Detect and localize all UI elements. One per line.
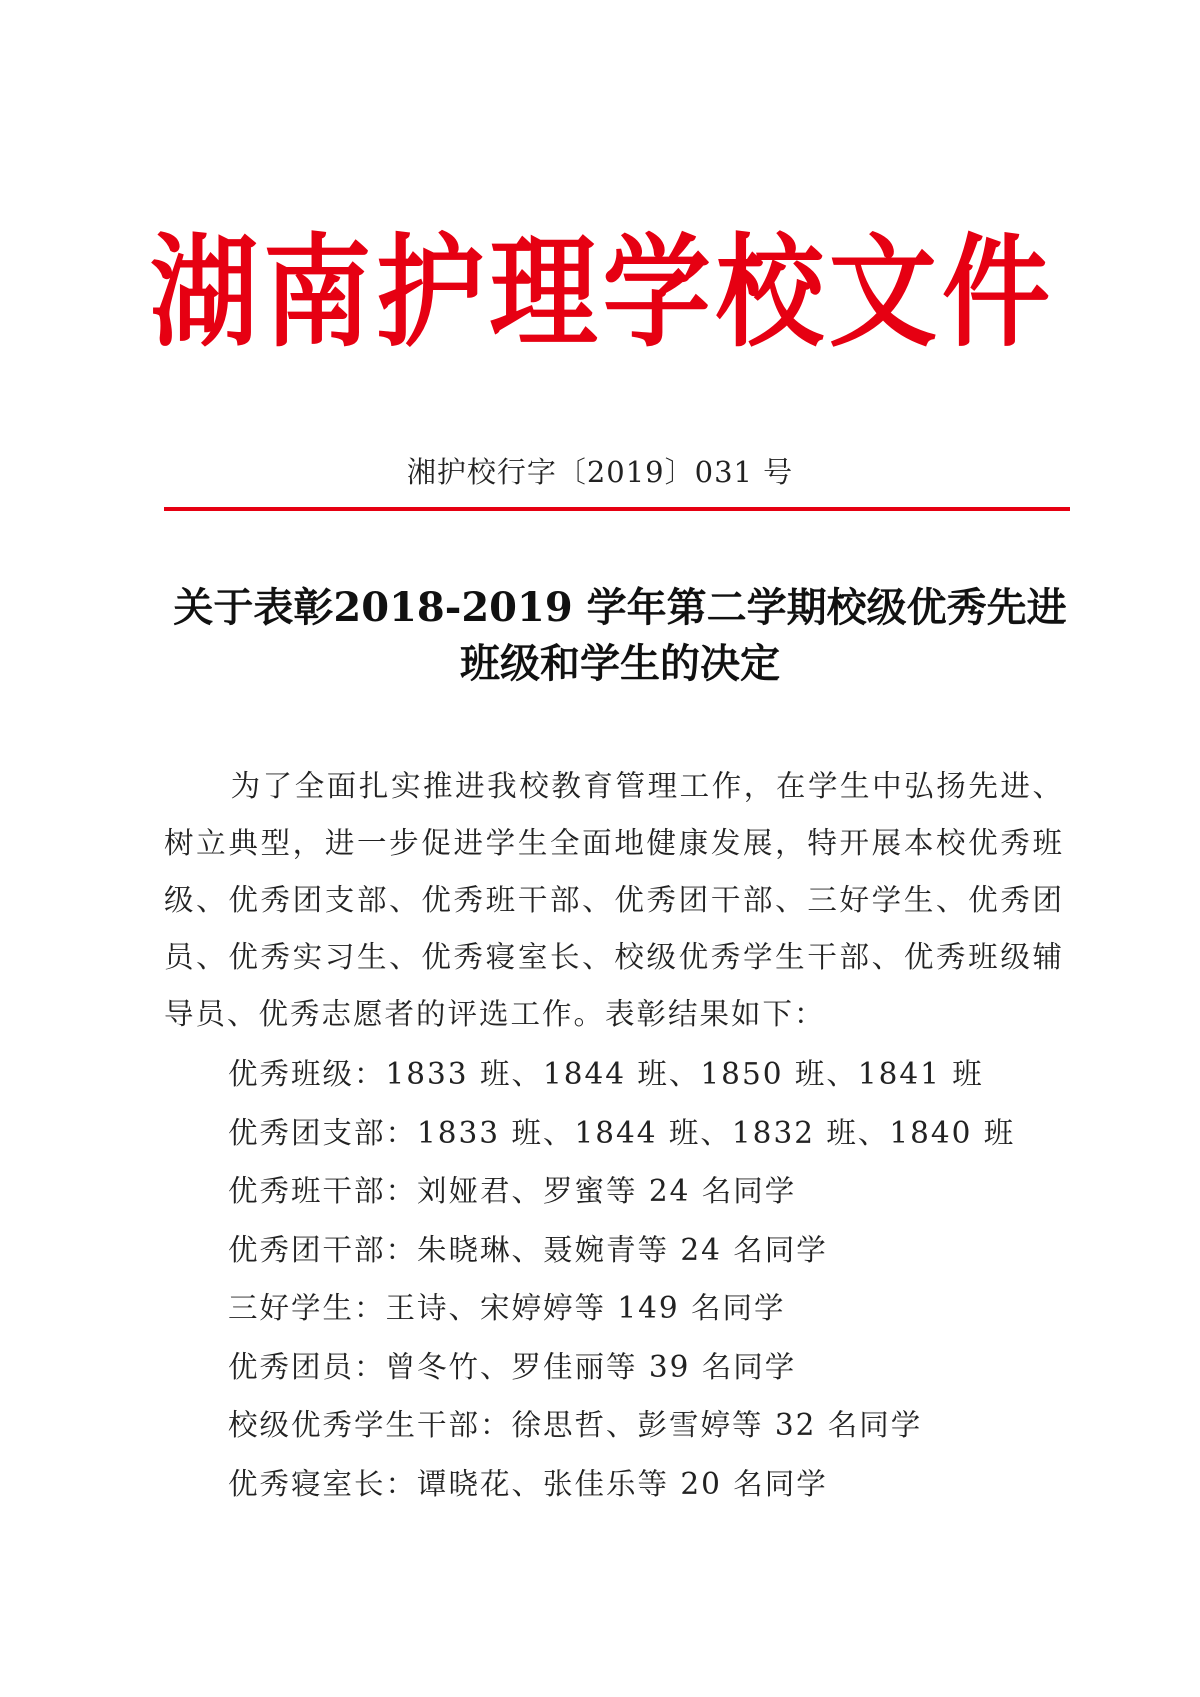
- masthead-title: [150, 222, 1050, 364]
- masthead-char: 理: [489, 222, 598, 364]
- masthead-char: 件: [941, 222, 1050, 364]
- title-line-1: 关于表彰2018-2019 学年第二学期校级优秀先进: [173, 584, 1067, 631]
- masthead-char: 湖: [150, 222, 259, 364]
- document-number: 湘护校行字〔2019〕031 号: [406, 455, 794, 489]
- masthead-char: 校: [715, 222, 824, 364]
- award-item: 校级优秀学生干部：徐思哲、彭雪婷等 32 名同学: [228, 1408, 923, 1442]
- award-item: 优秀班级：1833 班、1844 班、1850 班、1841 班: [228, 1057, 984, 1091]
- body-paragraph: [164, 758, 1064, 1043]
- masthead-char: 学: [602, 222, 711, 364]
- award-item: 优秀班干部：刘娅君、罗蜜等 24 名同学: [228, 1174, 797, 1208]
- award-item: 三好学生：王诗、宋婷婷等 149 名同学: [228, 1291, 786, 1325]
- award-item: 优秀团干部：朱晓琳、聂婉青等 24 名同学: [228, 1232, 828, 1267]
- masthead-char: 南: [263, 222, 372, 364]
- title-line-2: 班级和学生的决定: [460, 640, 780, 687]
- award-item: 优秀寝室长：谭晓花、张佳乐等 20 名同学: [228, 1466, 828, 1501]
- red-divider: [164, 507, 1070, 511]
- awards-list: [228, 1045, 1068, 1513]
- award-item: 优秀团支部：1833 班、1844 班、1832 班、1840 班: [228, 1115, 1016, 1150]
- masthead-char: 护: [376, 222, 485, 364]
- document-title: [170, 580, 1070, 692]
- body-paragraph-text: 为了全面扎实推进我校教育管理工作，在学生中弘扬先进、树立典型，进一步促进学生全面地健康发展，特开展本校优秀班级、优秀团支部、优秀班干部、优秀团干部、三好学生、优秀团员、优秀实习生、优秀寝室长、校级优秀学生干部、优秀班级辅导员、优秀志愿者的评选工作。表彰结果如下：: [164, 769, 1064, 1031]
- award-item: 优秀团员：曾冬竹、罗佳丽等 39 名同学: [228, 1349, 797, 1384]
- masthead-char: 文: [828, 222, 937, 364]
